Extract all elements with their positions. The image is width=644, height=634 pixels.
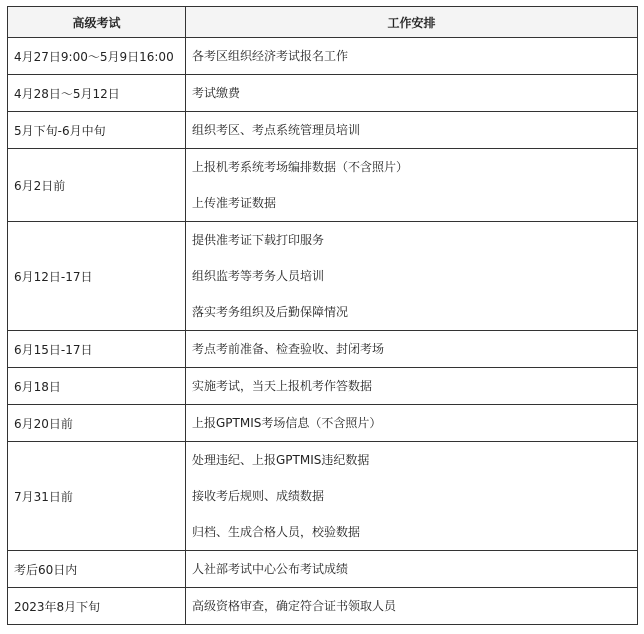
schedule-date-cell: 考后60日内 bbox=[8, 551, 186, 588]
task-item: 考试缴费 bbox=[192, 86, 241, 100]
task-item: 提供准考证下载打印服务 bbox=[192, 233, 325, 247]
schedule-date-cell: 6月15日-17日 bbox=[8, 331, 186, 368]
schedule-date-cell: 6月18日 bbox=[8, 368, 186, 405]
table-row bbox=[8, 331, 638, 368]
schedule-tasks-cell bbox=[186, 331, 638, 368]
table-body bbox=[8, 38, 638, 625]
task-item: 上报机考系统考场编排数据（不含照片） bbox=[192, 160, 409, 174]
task-item: 上报GPTMIS考场信息（不含照片） bbox=[192, 416, 382, 430]
schedule-date-cell: 6月20日前 bbox=[8, 405, 186, 442]
task-item: 组织考区、考点系统管理员培训 bbox=[192, 123, 361, 137]
schedule-tasks-cell bbox=[186, 588, 638, 625]
schedule-tasks-cell bbox=[186, 222, 638, 331]
task-item: 归档、生成合格人员，校验数据 bbox=[192, 525, 361, 539]
schedule-tasks-cell bbox=[186, 405, 638, 442]
schedule-date-cell: 4月27日9:00～5月9日16:00 bbox=[8, 38, 186, 75]
schedule-date-cell: 2023年8月下旬 bbox=[8, 588, 186, 625]
task-item: 处理违纪、上报GPTMIS违纪数据 bbox=[192, 453, 370, 467]
schedule-tasks-cell bbox=[186, 551, 638, 588]
header-work-arrangement: 工作安排 bbox=[186, 7, 638, 38]
schedule-date-cell: 4月28日～5月12日 bbox=[8, 75, 186, 112]
schedule-tasks-cell bbox=[186, 368, 638, 405]
schedule-date-cell: 6月12日-17日 bbox=[8, 222, 186, 331]
task-item: 实施考试，当天上报机考作答数据 bbox=[192, 379, 373, 393]
schedule-date-cell: 7月31日前 bbox=[8, 442, 186, 551]
table-row bbox=[8, 551, 638, 588]
task-item: 各考区组织经济考试报名工作 bbox=[192, 49, 349, 63]
task-item: 考点考前准备、检查验收、封闭考场 bbox=[192, 342, 385, 356]
table-header-row bbox=[8, 7, 638, 38]
table-row bbox=[8, 222, 638, 331]
task-item: 高级资格审查，确定符合证书领取人员 bbox=[192, 599, 397, 613]
task-item: 落实考务组织及后勤保障情况 bbox=[192, 305, 349, 319]
schedule-tasks-cell bbox=[186, 38, 638, 75]
schedule-tasks-cell bbox=[186, 442, 638, 551]
schedule-tasks-cell bbox=[186, 75, 638, 112]
task-item: 人社部考试中心公布考试成绩 bbox=[192, 562, 349, 576]
table-row bbox=[8, 38, 638, 75]
task-item: 接收考后规则、成绩数据 bbox=[192, 489, 325, 503]
schedule-date-cell: 6月2日前 bbox=[8, 149, 186, 222]
table-row bbox=[8, 75, 638, 112]
table-row bbox=[8, 442, 638, 551]
table-row bbox=[8, 588, 638, 625]
task-item: 组织监考等考务人员培训 bbox=[192, 269, 325, 283]
exam-schedule-table bbox=[7, 6, 638, 625]
header-exam: 高级考试 bbox=[8, 7, 186, 38]
schedule-tasks-cell bbox=[186, 112, 638, 149]
table-row bbox=[8, 405, 638, 442]
table-row bbox=[8, 149, 638, 222]
task-item: 上传准考证数据 bbox=[192, 196, 277, 210]
table-row bbox=[8, 112, 638, 149]
schedule-date-cell: 5月下旬-6月中旬 bbox=[8, 112, 186, 149]
schedule-tasks-cell bbox=[186, 149, 638, 222]
table-row bbox=[8, 368, 638, 405]
